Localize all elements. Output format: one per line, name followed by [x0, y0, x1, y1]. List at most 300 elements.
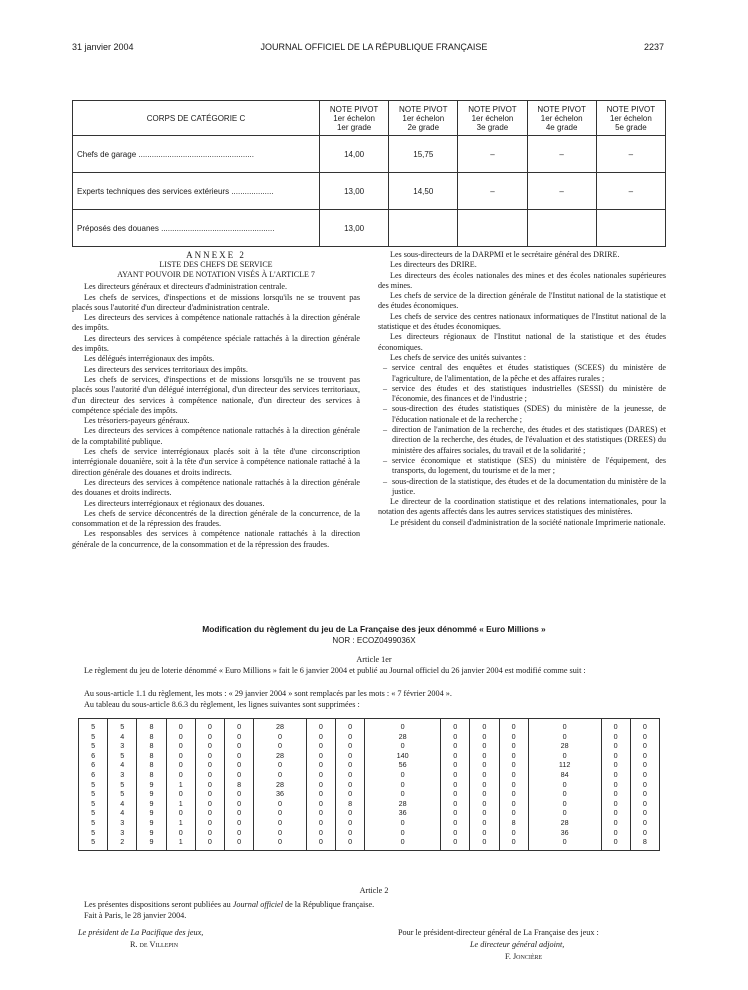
table-cell: 0	[335, 751, 364, 761]
table-cell: 0	[306, 828, 335, 838]
grade-col-header: NOTE PIVOT 1er échelon 2e grade	[389, 101, 458, 136]
annexe-subtitle: AYANT POUVOIR DE NOTATION VISÉS À L'ARTICLE 7	[117, 270, 315, 280]
table-cell: 0	[335, 828, 364, 838]
list-item: – sous-direction des études statistiques (SDES) du ministère de la jeunesse, de l'éducation nationale et de la recherche ;	[392, 404, 666, 425]
table-cell: 0	[225, 808, 254, 818]
table-cell: 0	[225, 741, 254, 751]
table-cell: 0	[441, 828, 470, 838]
table-cell: 28	[528, 741, 601, 751]
table-cell: 0	[630, 808, 659, 818]
table-cell: 0	[499, 760, 528, 770]
table-cell	[458, 210, 527, 247]
table-cell: 0	[441, 808, 470, 818]
table-row	[79, 808, 660, 818]
table-cell: 0	[528, 719, 601, 732]
paragraph: Les directeurs des services territoriaux des impôts.	[84, 364, 248, 374]
table-cell: 6	[79, 751, 108, 761]
table-cell: 0	[441, 760, 470, 770]
table-cell: 0	[365, 837, 441, 850]
table-cell: 0	[195, 808, 224, 818]
table-cell: 5	[79, 780, 108, 790]
table-cell: 8	[137, 751, 166, 761]
table-cell: 0	[335, 789, 364, 799]
leader-dots: ....................................................	[136, 149, 254, 159]
table-cell: 0	[441, 789, 470, 799]
table-cell: 0	[441, 732, 470, 742]
table-cell: 5	[108, 780, 137, 790]
table-cell: 0	[470, 770, 499, 780]
table-cell: 0	[528, 751, 601, 761]
table-cell: 0	[306, 808, 335, 818]
table-row	[79, 770, 660, 780]
table-cell: –	[527, 136, 596, 173]
table-cell: 0	[166, 751, 195, 761]
table-cell: 9	[137, 799, 166, 809]
table-cell: 0	[499, 741, 528, 751]
table-cell: 0	[365, 789, 441, 799]
row-label-text: Chefs de garage	[77, 149, 137, 159]
signature-right-line: Pour le président-directeur général de La Française des jeux :	[398, 928, 599, 937]
table-cell: 0	[225, 770, 254, 780]
table-cell: 0	[225, 818, 254, 828]
date-line: Fait à Paris, le 28 janvier 2004.	[84, 911, 187, 920]
table-cell: 0	[335, 719, 364, 732]
paragraph: Les chefs de service interrégionaux placés soit à la tête d'une circonscription interrégionale douanière, soit à la tête d'un service à compétence nationale rattaché à la direction générale des douanes et droits indirects.	[72, 447, 360, 477]
table-cell: 0	[365, 828, 441, 838]
table-cell	[596, 210, 665, 247]
table-cell: 1	[166, 837, 195, 850]
table-cell: 84	[528, 770, 601, 780]
paragraph: Les chefs de services, d'inspections et de missions lorsqu'ils ne se trouvent pas placés sous l'autorité d'un délégué interrégional, d'un directeur des services territoriaux, d'un directeur des services à compétence nationale, d'un directeur des services à compétence spéciale des impôts.	[72, 374, 360, 415]
table-cell: 9	[137, 837, 166, 850]
table-cell: 0	[365, 770, 441, 780]
table-cell: 0	[470, 818, 499, 828]
grade-table	[72, 100, 666, 247]
table-cell: 5	[79, 799, 108, 809]
table-cell: 0	[441, 719, 470, 732]
table-row	[79, 732, 660, 742]
table-cell: 15,75	[389, 136, 458, 173]
table-cell: 14,00	[320, 136, 389, 173]
paragraph: Au sous-article 1.1 du règlement, les mots : « 29 janvier 2004 » sont remplacés par les mots : « 7 février 2004 ».	[84, 689, 452, 698]
table-cell: 0	[630, 799, 659, 809]
table-cell: 8	[335, 799, 364, 809]
table-cell: 0	[254, 732, 307, 742]
table-cell: 0	[630, 719, 659, 732]
article-2-heading: Article 2	[359, 886, 389, 895]
annexe-subtitle: LISTE DES CHEFS DE SERVICE	[159, 260, 273, 270]
table-cell: 112	[528, 760, 601, 770]
table-row	[79, 818, 660, 828]
table-cell: 0	[441, 837, 470, 850]
paragraph: Les chefs de service des centres nationaux informatiques de l'Institut national de la statistique et des études économiques.	[378, 311, 666, 332]
table-cell: 8	[137, 732, 166, 742]
table-cell: 0	[601, 770, 630, 780]
grade-row-label	[73, 173, 320, 210]
table-cell: 0	[630, 751, 659, 761]
table-cell: 0	[306, 799, 335, 809]
euro-nor: NOR : ECOZ0499036X	[332, 636, 416, 645]
leader-dots: ...................................................	[158, 223, 275, 233]
grade-col-header: NOTE PIVOT 1er échelon 5e grade	[596, 101, 665, 136]
table-cell: 0	[306, 770, 335, 780]
paragraph: Les trésoriers-payeurs généraux.	[84, 416, 190, 426]
text: de la République française.	[282, 900, 375, 909]
table-cell: 0	[441, 780, 470, 790]
table-cell: 0	[601, 799, 630, 809]
table-cell: 0	[306, 751, 335, 761]
grade-col-header: NOTE PIVOT 1er échelon 3e grade	[458, 101, 527, 136]
table-cell: 0	[225, 789, 254, 799]
paragraph: Le règlement du jeu de loterie dénommé « Euro Millions » fait le 6 janvier 2004 et publié au Journal officiel du 26 janvier 2004 est modifié comme suit :	[84, 666, 586, 675]
paragraph: Les directeurs régionaux de l'Institut national de la statistique et des études économiques.	[378, 332, 666, 352]
table-cell: 0	[630, 789, 659, 799]
table-cell: 36	[254, 789, 307, 799]
table-cell: 3	[108, 770, 137, 780]
grade-col-header: NOTE PIVOT 1er échelon 4e grade	[527, 101, 596, 136]
text: Les présentes dispositions seront publiées au	[84, 900, 233, 909]
table-cell: 5	[108, 789, 137, 799]
table-cell: 28	[365, 799, 441, 809]
table-cell: 0	[365, 780, 441, 790]
table-cell: 0	[601, 741, 630, 751]
table-cell: 0	[306, 741, 335, 751]
page-date: 31 janvier 2004	[72, 42, 134, 52]
grade-col-header: NOTE PIVOT 1er échelon 1er grade	[320, 101, 389, 136]
table-cell: 36	[365, 808, 441, 818]
table-cell: 9	[137, 828, 166, 838]
table-cell: 140	[365, 751, 441, 761]
table-cell: 0	[166, 732, 195, 742]
table-cell: 0	[335, 741, 364, 751]
table-cell: 5	[79, 789, 108, 799]
table-cell: 5	[79, 837, 108, 850]
signature-right-title: Le directeur général adjoint,	[470, 940, 565, 949]
table-cell: 0	[470, 719, 499, 732]
table-cell: 3	[108, 741, 137, 751]
euro-title: Modification du règlement du jeu de La Française des jeux dénommé « Euro Millions »	[202, 624, 546, 634]
table-cell: 0	[470, 741, 499, 751]
table-cell: 0	[601, 837, 630, 850]
table-cell: 0	[335, 760, 364, 770]
table-cell	[527, 210, 596, 247]
table-cell: 0	[166, 741, 195, 751]
table-cell: 5	[79, 808, 108, 818]
table-cell: 0	[195, 828, 224, 838]
table-cell: 0	[630, 828, 659, 838]
table-cell: 0	[306, 789, 335, 799]
table-cell: 0	[195, 789, 224, 799]
table-cell: 0	[225, 799, 254, 809]
table-cell: 0	[499, 751, 528, 761]
list-item: – service des études et des statistiques industrielles (SESSI) du ministère de l'économie, des finances et de l'industrie ;	[392, 384, 666, 405]
table-cell: 56	[365, 760, 441, 770]
annexe-right-column	[378, 250, 666, 528]
table-cell: 28	[254, 719, 307, 732]
paragraph: Les directeurs des services à compétence nationale rattachés à la direction générale des impôts.	[72, 313, 360, 333]
table-cell: 0	[195, 719, 224, 732]
table-row	[79, 799, 660, 809]
table-cell: 0	[470, 732, 499, 742]
table-cell: 5	[108, 751, 137, 761]
table-cell: 0	[528, 799, 601, 809]
table-cell: 0	[601, 818, 630, 828]
table-cell: 8	[499, 818, 528, 828]
table-cell: 5	[108, 719, 137, 732]
table-cell: 0	[306, 760, 335, 770]
list-item: – direction de l'animation de la recherche, des études et des statistiques (DARES) et direction de la recherche, des études, de l'évaluation et des statistiques (DREES) du ministère des affaires sociales, du travail et de la solidarité ;	[392, 425, 666, 456]
paragraph: Les directeurs interrégionaux et régionaux des douanes.	[84, 498, 265, 508]
table-cell: 0	[441, 799, 470, 809]
table-cell: 0	[499, 780, 528, 790]
table-cell: 0	[195, 837, 224, 850]
table-cell: 0	[470, 780, 499, 790]
table-cell: 5	[79, 828, 108, 838]
table-cell: 0	[470, 808, 499, 818]
table-cell: 1	[166, 799, 195, 809]
table-cell: 9	[137, 818, 166, 828]
page-number: 2237	[643, 42, 664, 52]
paragraph: Les chefs de service des unités suivantes :	[390, 352, 526, 362]
table-cell: 0	[499, 732, 528, 742]
table-row	[79, 751, 660, 761]
table-cell: 0	[601, 789, 630, 799]
grade-row-label	[73, 210, 320, 247]
table-cell: 0	[528, 789, 601, 799]
paragraph: Les directeurs des services à compétence nationale rattachés à la direction générale de la comptabilité publique.	[72, 426, 360, 446]
table-row	[79, 780, 660, 790]
table-cell: 0	[441, 741, 470, 751]
table-cell: 0	[335, 837, 364, 850]
table-cell: 0	[499, 770, 528, 780]
table-cell: 0	[335, 770, 364, 780]
table-cell: 9	[137, 789, 166, 799]
table-cell: 0	[306, 780, 335, 790]
table-cell: 4	[108, 732, 137, 742]
paragraph: Les directeurs des DRIRE.	[390, 260, 477, 270]
table-cell: 0	[166, 789, 195, 799]
signature-left-title: Le président de La Pacifique des jeux,	[78, 928, 204, 937]
table-cell: 28	[528, 818, 601, 828]
table-cell: 4	[108, 760, 137, 770]
table-cell: 6	[79, 760, 108, 770]
paragraph: Les responsables des services à compétence nationale rattachés à la direction générale de la concurrence, de la consommation et de la répression des fraudes.	[72, 529, 360, 549]
table-cell: 0	[499, 719, 528, 732]
table-cell: 0	[470, 799, 499, 809]
table-cell: 8	[225, 780, 254, 790]
table-cell: 0	[499, 828, 528, 838]
table-cell: 0	[601, 808, 630, 818]
table-row	[73, 136, 666, 173]
table-cell: 0	[225, 828, 254, 838]
table-cell: 28	[254, 751, 307, 761]
table-cell: 28	[365, 732, 441, 742]
paragraph: Les sous-directeurs de la DARPMI et le secrétaire général des DRIRE.	[390, 250, 620, 259]
paragraph: Les chefs de services, d'inspections et de missions lorsqu'ils ne se trouvent pas placés sous l'autorité d'un directeur d'administration centrale.	[72, 292, 360, 312]
table-row	[79, 741, 660, 751]
table-cell: 0	[365, 818, 441, 828]
table-cell: 0	[441, 818, 470, 828]
table-cell: 0	[225, 719, 254, 732]
list-item: – service central des enquêtes et études statistiques (SCEES) du ministère de l'agriculture, de l'alimentation, de la pêche et des affaires rurales ;	[392, 363, 666, 384]
table-cell: 0	[441, 770, 470, 780]
table-cell: 13,00	[320, 210, 389, 247]
table-cell: 0	[254, 828, 307, 838]
table-cell: 0	[254, 760, 307, 770]
paragraph: Les chefs de service déconcentrés de la direction générale de la concurrence, de la consommation et de la répression des fraudes.	[72, 508, 360, 529]
table-row	[73, 210, 666, 247]
table-cell: 1	[166, 780, 195, 790]
table-row	[73, 173, 666, 210]
table-cell: 0	[601, 719, 630, 732]
paragraph	[84, 900, 374, 911]
table-cell: 0	[630, 780, 659, 790]
table-cell: 3	[108, 828, 137, 838]
signature-left-name: R. de Villepin	[130, 940, 179, 949]
table-cell: 0	[306, 732, 335, 742]
table-cell: 0	[254, 799, 307, 809]
row-label-text: Préposés des douanes	[77, 223, 159, 233]
paragraph: Les directeurs des services à compétence nationale rattachés à la direction générale des douanes et droits indirects.	[72, 477, 360, 498]
table-cell: 6	[79, 770, 108, 780]
euro-deleted-rows-table	[78, 718, 660, 851]
table-cell: 9	[137, 808, 166, 818]
table-cell: 9	[137, 780, 166, 790]
table-cell: 5	[79, 818, 108, 828]
leader-dots: ...................	[229, 186, 274, 196]
table-cell: –	[458, 136, 527, 173]
table-cell: 0	[166, 770, 195, 780]
table-cell: 8	[137, 760, 166, 770]
table-cell: 1	[166, 818, 195, 828]
table-cell: 36	[528, 828, 601, 838]
table-cell: 0	[195, 780, 224, 790]
table-cell: 0	[225, 732, 254, 742]
table-cell: 0	[528, 732, 601, 742]
table-cell: 0	[225, 837, 254, 850]
table-cell: –	[596, 136, 665, 173]
table-cell: 0	[601, 780, 630, 790]
table-row	[79, 760, 660, 770]
annexe-left-column	[72, 250, 360, 550]
table-cell: 0	[254, 837, 307, 850]
table-cell: 28	[254, 780, 307, 790]
table-cell: 0	[528, 780, 601, 790]
table-cell: 8	[137, 719, 166, 732]
table-cell: 5	[79, 741, 108, 751]
table-cell: 0	[470, 789, 499, 799]
grade-table-header	[73, 101, 666, 136]
paragraph: Les chefs de service de la direction générale de l'Institut national de la statistique et des études économiques.	[378, 291, 666, 311]
table-cell: 0	[166, 760, 195, 770]
table-cell: 0	[601, 732, 630, 742]
table-cell: 0	[335, 732, 364, 742]
list-item: – service économique et statistique (SES) du ministère de l'équipement, des transports, du logement, du tourisme et de la mer ;	[392, 456, 666, 477]
table-cell: 0	[499, 808, 528, 818]
row-label-text: Experts techniques des services extérieurs	[77, 186, 230, 196]
table-cell: 0	[335, 818, 364, 828]
table-cell: 0	[630, 760, 659, 770]
paragraph: Les directeurs généraux et directeurs d'administration centrale.	[84, 282, 288, 292]
journal-name: Journal officiel	[232, 900, 283, 909]
table-cell: 0	[601, 751, 630, 761]
journal-title: JOURNAL OFFICIEL DE LA RÉPUBLIQUE FRANÇAISE	[260, 42, 488, 52]
list-item: – sous-direction de la statistique, des études et de la documentation du ministère de la justice.	[392, 477, 666, 498]
table-cell: 0	[195, 732, 224, 742]
table-cell: 0	[195, 799, 224, 809]
table-cell: 0	[166, 719, 195, 732]
table-cell: 0	[306, 719, 335, 732]
table-cell: 0	[195, 751, 224, 761]
table-cell: 5	[79, 732, 108, 742]
table-cell: 4	[108, 799, 137, 809]
grade-row-label	[73, 136, 320, 173]
table-cell: 0	[601, 828, 630, 838]
table-cell: 0	[335, 780, 364, 790]
paragraph: Le directeur de la coordination statistique et des relations internationales, pour la notation des agents affectés dans les autres services statistiques des ministères.	[378, 497, 666, 517]
table-cell	[389, 210, 458, 247]
table-cell: 3	[108, 818, 137, 828]
table-cell: 0	[441, 751, 470, 761]
table-cell: 0	[254, 808, 307, 818]
table-cell: 8	[137, 770, 166, 780]
annexe-title: ANNEXE 2	[186, 250, 246, 260]
table-cell: 0	[254, 818, 307, 828]
table-cell: 0	[195, 760, 224, 770]
table-cell: 0	[166, 808, 195, 818]
table-cell: 0	[470, 760, 499, 770]
table-cell: 0	[306, 818, 335, 828]
table-cell: 0	[225, 760, 254, 770]
table-cell: –	[596, 173, 665, 210]
paragraph: Les directeurs des services à compétence spéciale rattachés à la direction générale des impôts.	[72, 333, 360, 354]
table-cell: 0	[365, 719, 441, 732]
table-cell: 0	[470, 837, 499, 850]
table-cell: 0	[528, 808, 601, 818]
table-cell: 0	[630, 818, 659, 828]
table-cell: 14,50	[389, 173, 458, 210]
table-cell: 0	[365, 741, 441, 751]
table-cell: 0	[470, 828, 499, 838]
table-cell: 0	[166, 828, 195, 838]
table-cell: 8	[137, 741, 166, 751]
table-cell: 0	[195, 770, 224, 780]
table-row	[79, 789, 660, 799]
table-cell: 2	[108, 837, 137, 850]
table-cell: 0	[254, 770, 307, 780]
table-cell: 0	[499, 799, 528, 809]
table-cell: 5	[79, 719, 108, 732]
table-cell: –	[458, 173, 527, 210]
table-cell: 0	[630, 770, 659, 780]
table-cell: 13,00	[320, 173, 389, 210]
signature-right-name: F. Joncière	[505, 952, 543, 961]
table-cell: 0	[499, 837, 528, 850]
unit-list	[378, 363, 666, 497]
paragraph: Le président du conseil d'administration de la société nationale Imprimerie nationale.	[390, 517, 666, 527]
table-cell: –	[527, 173, 596, 210]
paragraph: Les délégués interrégionaux des impôts.	[84, 354, 215, 364]
table-row	[79, 719, 660, 732]
table-cell: 0	[254, 741, 307, 751]
table-cell: 0	[470, 751, 499, 761]
paragraph: Les directeurs des écoles nationales des mines et des écoles nationales supérieures des mines.	[378, 270, 666, 290]
table-cell: 4	[108, 808, 137, 818]
table-cell: 8	[630, 837, 659, 850]
table-cell: 0	[601, 760, 630, 770]
table-cell: 0	[335, 808, 364, 818]
table-cell: 0	[195, 818, 224, 828]
